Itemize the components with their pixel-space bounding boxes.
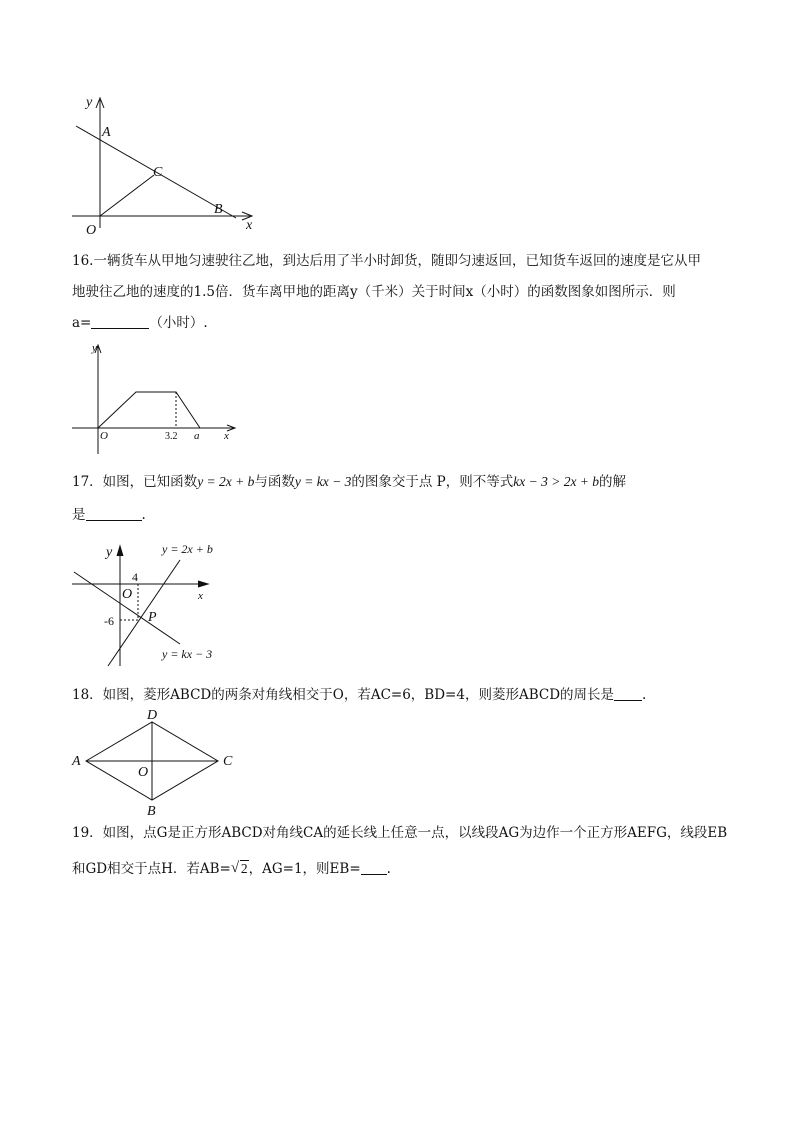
figure-q15-svg xyxy=(64,92,264,242)
figure-q16 xyxy=(66,340,246,460)
q17-part4: 的解 xyxy=(599,474,627,490)
figure-q15 xyxy=(64,92,264,242)
q17-part1: 17．如图，已知函数 xyxy=(72,474,198,490)
y-axis-label: y xyxy=(86,95,93,110)
tick-3-2-label: 3.2 xyxy=(165,431,178,442)
q19-line2-start: 和GD相交于点H．若AB= xyxy=(72,861,231,877)
q19-line2-mid: ，AG=1，则EB= xyxy=(248,861,361,877)
point-B-label: B xyxy=(214,202,223,217)
point-P-label: P xyxy=(148,610,157,625)
x-axis-arrow xyxy=(198,581,208,587)
origin-O-label: O xyxy=(122,587,133,602)
x-axis-label: x xyxy=(246,218,253,233)
y-value-neg6-label: -6 xyxy=(104,614,114,628)
line-kx-minus-3-label: y = kx − 3 xyxy=(162,647,213,661)
q18-text: 18．如图，菱形ABCD的两条对角线相交于O，若AC=6，BD=4，则菱形ABCD的周长是 xyxy=(72,687,615,703)
q17-part3: 的图象交于点 P，则不等式 xyxy=(351,474,514,490)
point-A-label: A xyxy=(102,125,111,140)
sqrt-sign-icon: √ xyxy=(230,860,240,876)
figure-q18 xyxy=(68,704,248,820)
sqrt-radicand: 2 xyxy=(240,861,248,876)
q19-line2-end: . xyxy=(386,861,391,877)
center-O-label: O xyxy=(138,765,149,780)
x-axis-label: x xyxy=(198,590,203,602)
q18-end: . xyxy=(642,687,647,703)
q19-answer-blank[interactable] xyxy=(361,862,387,875)
q16-answer-blank[interactable] xyxy=(91,316,149,329)
q17-answer-blank[interactable] xyxy=(86,508,142,521)
segment-OC xyxy=(100,175,154,216)
distance-time-graph xyxy=(98,392,200,428)
y-axis-arrow xyxy=(117,546,123,556)
origin-O-label: O xyxy=(100,430,108,442)
vertex-A-label: A xyxy=(72,754,81,769)
vertex-D-label: D xyxy=(147,708,158,723)
figure-q16-svg xyxy=(66,340,246,460)
q18-line xyxy=(72,687,732,703)
q17-line2-prefix: 是 xyxy=(72,507,86,523)
tick-a-label: a xyxy=(194,430,200,442)
x-intercept-4-label: 4 xyxy=(132,570,138,584)
q17-line1 xyxy=(72,474,732,490)
y-axis-label: y xyxy=(106,545,113,560)
q16-a-prefix: a= xyxy=(72,315,92,331)
q16-line3 xyxy=(72,315,732,331)
q19-line2 xyxy=(72,861,732,877)
figure-q17 xyxy=(68,538,238,668)
q19-line1: 19．如图，点G是正方形ABCD对角线CA的延长线上任意一点，以线段AG为边作一个正方形AEFG，线段EB xyxy=(72,825,728,841)
q17-line2-end: . xyxy=(141,507,146,523)
q16-line2: 地驶往乙地的速度的1.5倍．货车离甲地的距离y（千米）关于时间x（小时）的函数图象如图所示．则 xyxy=(72,284,676,300)
line-2x-plus-b-label: y = 2x + b xyxy=(162,542,213,556)
q17-formula2: y = kx − 3 xyxy=(294,474,352,489)
q17-inequality: kx − 3 > 2x + b xyxy=(513,474,600,489)
q17-line2 xyxy=(72,507,732,523)
sqrt-2 xyxy=(231,861,249,877)
figure-q17-svg xyxy=(68,538,238,668)
x-axis-label: x xyxy=(224,430,229,442)
y-axis-label: y xyxy=(92,342,97,354)
q17-formula1: y = 2x + b xyxy=(197,474,255,489)
q17-part2: 与函数 xyxy=(254,474,295,490)
figure-q18-svg xyxy=(68,704,248,820)
vertex-C-label: C xyxy=(223,754,233,769)
q18-answer-blank[interactable] xyxy=(614,688,642,701)
point-C-label: C xyxy=(153,165,163,180)
origin-O-label: O xyxy=(86,223,97,238)
vertex-B-label: B xyxy=(147,804,156,819)
q16-line3-end: （小时）. xyxy=(149,315,208,331)
q16-line1: 16.一辆货车从甲地匀速驶往乙地，到达后用了半小时卸货，随即匀速返回，已知货车返回的速度是它从甲 xyxy=(72,253,701,269)
